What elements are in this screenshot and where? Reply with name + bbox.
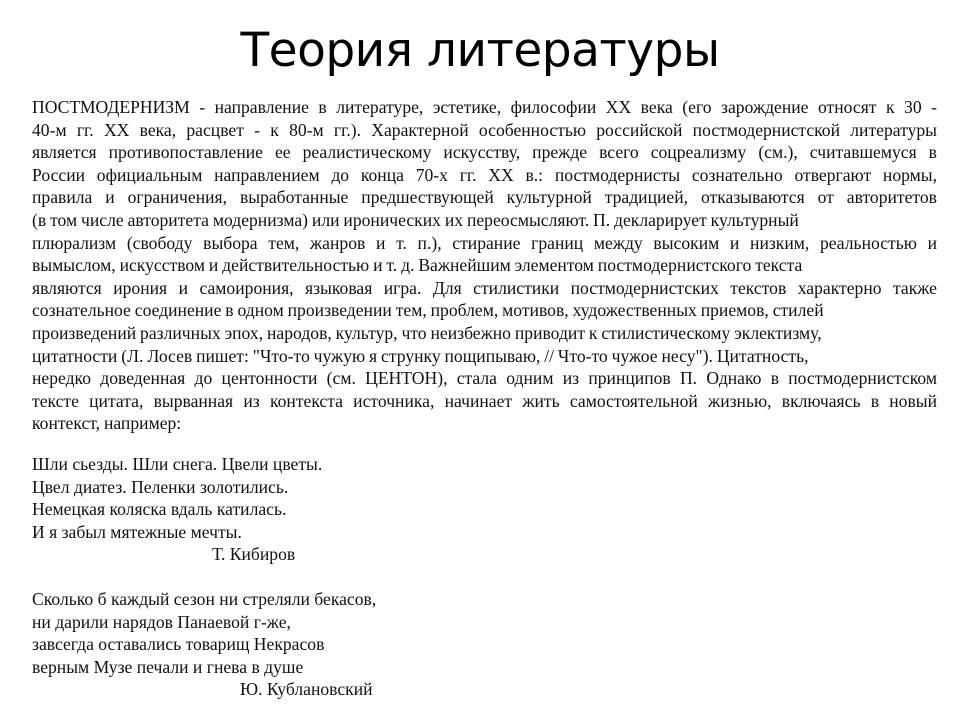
body-line: России официальным направлением до конца 70-х гг. XX в.: постмодернисты сознательно отвергают нормы, [32,164,937,185]
body-line: являются ирония и самоирония, языковая игра. Для стилистики постмодернистских текстов характерно также [32,277,937,298]
body-line: тексте цитата, вырванная из контекста источника, начинает жить самостоятельной жизнью, включаясь в новый [32,390,937,411]
body-line: произведений различных эпох, народов, культур, что неизбежно приводит к стилистическому эклектизму, [32,322,822,343]
poem-author: Т. Кибиров [212,544,296,564]
body-line: правила и ограничения, выработанные предшествующей культурной традицией, отказываются от авторитетов [32,187,937,208]
body-line: 40-м гг. XX века, расцвет - к 80-м гг.). Характерной особенностью российской постмодернистской литературы [32,119,937,140]
body-line: сознательное соединение в одном произведении тем, проблем, мотивов, художественных приемов, стилей [32,300,824,321]
poem-line: Цвел диатез. Пеленки золотились. [32,476,289,497]
poem-line: Шли сьезды. Шли снега. Цвели цветы. [32,454,323,474]
slide-title: Теория литературы [240,23,720,78]
body-line: (в том числе авторитета модернизма) или иронических их переосмысляют. П. декларирует культурный [32,209,799,230]
poem-line: завсегда оставались товарищ Некрасов [32,634,325,654]
poem-line: Сколько б каждый сезон ни стреляли бекасов, [32,589,377,609]
poem-line: И я забыл мятежные мечты. [32,521,242,542]
body-line: цитатности (Л. Лосев пишет: "Что-то чужую я струнку пощипываю, // Что-то чужое несу"). Цитатность, [32,345,809,366]
poem-line: ни дарили нарядов Панаевой г-же, [32,611,291,632]
body-line: контекст, например: [32,413,182,434]
body-paragraph [32,96,937,435]
poem-kibirov [32,453,322,566]
body-line: является противопоставление ее реалистическому искусству, прежде всего соцреализму (см.), считавшемуся в [32,142,937,163]
body-line: плюрализм (свободу выбора тем, жанров и т. п.), стирание границ между высоким и низким, реальностью и [32,232,937,253]
poem-kublanovsky [32,588,376,701]
body-line: нередко доведенная до центонности (см. ЦЕНТОН), стала одним из принципов П. Однако в постмодернистском [32,368,937,389]
poem-line: верным Музе печали и гнева в душе [32,656,304,677]
poem-author: Ю. Кублановский [240,679,373,699]
body-line: ПОСТМОДЕРНИЗМ - направление в литературе, эстетике, философии XX века (его зарождение относят к 30 - [32,97,937,117]
body-line: вымыслом, искусством и действительностью и т. д. Важнейшим элементом постмодернистского текста [32,255,803,276]
poem-line: Немецкая коляска вдаль катилась. [32,499,287,519]
